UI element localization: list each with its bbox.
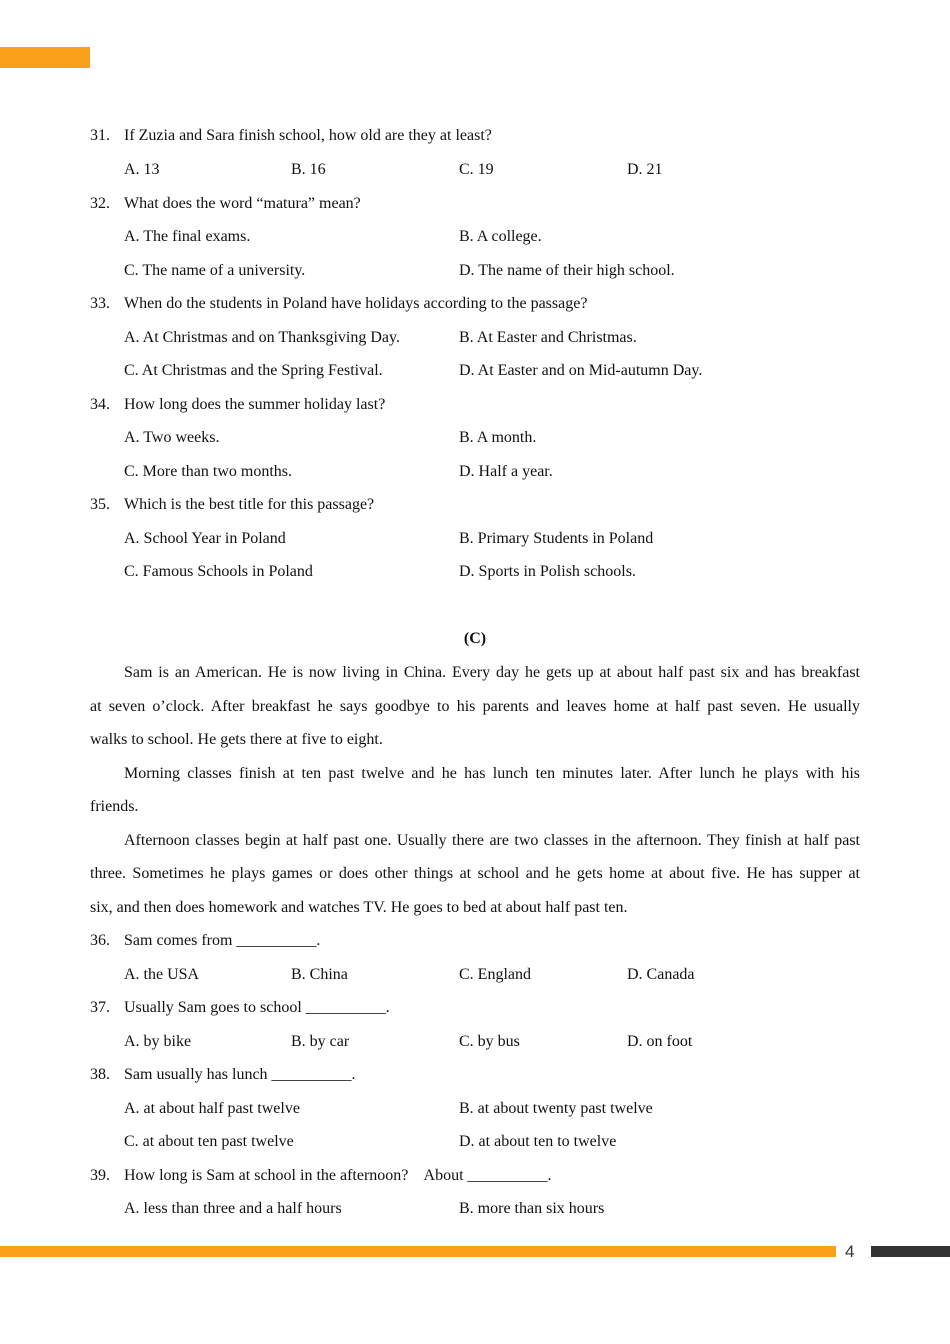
question-text: How long does the summer holiday last? xyxy=(124,396,386,413)
option-b: B. more than six hours xyxy=(459,1200,605,1217)
question-text: Sam comes from __________. xyxy=(124,932,321,949)
question-number: 38. xyxy=(90,1066,110,1083)
option-b: B. China xyxy=(291,966,348,983)
option-b: B. A month. xyxy=(459,429,537,446)
question-text: Which is the best title for this passage? xyxy=(124,496,375,513)
question-number: 37. xyxy=(90,999,110,1016)
option-a: A. less than three and a half hours xyxy=(124,1200,342,1217)
question-text: How long is Sam at school in the afternoon? About __________. xyxy=(124,1167,552,1184)
option-d: D. Sports in Polish schools. xyxy=(459,563,636,580)
footer-accent-bar xyxy=(0,1246,836,1257)
option-c: C. The name of a university. xyxy=(124,262,306,279)
option-a: A. The final exams. xyxy=(124,228,251,245)
option-d: D. on foot xyxy=(627,1033,693,1050)
option-d: D. Half a year. xyxy=(459,463,553,480)
option-d: D. 21 xyxy=(627,161,663,178)
passage-line: friends. xyxy=(90,798,139,815)
option-a: A. At Christmas and on Thanksgiving Day. xyxy=(124,329,400,346)
passage-line: Afternoon classes begin at half past one. Usually there are two classes in the afternoon. They finish at half past xyxy=(124,832,860,849)
option-c: C. More than two months. xyxy=(124,463,292,480)
question-number: 31. xyxy=(90,127,110,144)
option-b: B. by car xyxy=(291,1033,350,1050)
option-b: B. A college. xyxy=(459,228,542,245)
option-a: A. 13 xyxy=(124,161,160,178)
passage-line: Sam is an American. He is now living in China. Every day he gets up at about half past six and has breakfast xyxy=(124,664,860,681)
question-number: 32. xyxy=(90,195,110,212)
section-title: (C) xyxy=(463,630,487,647)
option-c: C. at about ten past twelve xyxy=(124,1133,294,1150)
option-b: B. at about twenty past twelve xyxy=(459,1100,653,1117)
question-text: When do the students in Poland have holidays according to the passage? xyxy=(124,295,588,312)
question-text: If Zuzia and Sara finish school, how old are they at least? xyxy=(124,127,492,144)
question-text: What does the word “matura” mean? xyxy=(124,195,361,212)
question-number: 34. xyxy=(90,396,110,413)
question-text: Usually Sam goes to school __________. xyxy=(124,999,390,1016)
option-d: D. The name of their high school. xyxy=(459,262,675,279)
footer-dark-bar xyxy=(871,1246,950,1257)
question-number: 33. xyxy=(90,295,110,312)
passage-line: Morning classes finish at ten past twelve and he has lunch ten minutes later. After lunch he plays with his xyxy=(124,765,860,782)
option-c: C. 19 xyxy=(459,161,494,178)
option-a: A. School Year in Poland xyxy=(124,530,286,547)
option-a: A. by bike xyxy=(124,1033,192,1050)
option-d: D. at about ten to twelve xyxy=(459,1133,617,1150)
option-c: C. Famous Schools in Poland xyxy=(124,563,313,580)
option-d: D. At Easter and on Mid-autumn Day. xyxy=(459,362,703,379)
option-c: C. by bus xyxy=(459,1033,520,1050)
question-number: 36. xyxy=(90,932,110,949)
passage-line: three. Sometimes he plays games or does other things at school and he gets home at about five. He has supper at xyxy=(90,865,860,882)
question-text: Sam usually has lunch __________. xyxy=(124,1066,356,1083)
option-a: A. the USA xyxy=(124,966,200,983)
passage-line: six, and then does homework and watches TV. He goes to bed at about half past ten. xyxy=(90,899,628,916)
option-b: B. Primary Students in Poland xyxy=(459,530,654,547)
header-accent-bar xyxy=(0,47,90,68)
question-number: 39. xyxy=(90,1167,110,1184)
option-c: C. At Christmas and the Spring Festival. xyxy=(124,362,383,379)
page-number: 4 xyxy=(845,1242,855,1261)
option-c: C. England xyxy=(459,966,531,983)
option-b: B. At Easter and Christmas. xyxy=(459,329,637,346)
option-d: D. Canada xyxy=(627,966,695,983)
passage-line: walks to school. He gets there at five to eight. xyxy=(90,731,383,748)
option-a: A. Two weeks. xyxy=(124,429,220,446)
question-number: 35. xyxy=(90,496,110,513)
option-b: B. 16 xyxy=(291,161,326,178)
option-a: A. at about half past twelve xyxy=(124,1100,300,1117)
passage-line: at seven o’clock. After breakfast he says goodbye to his parents and leaves home at half past seven. He usually xyxy=(90,698,860,715)
